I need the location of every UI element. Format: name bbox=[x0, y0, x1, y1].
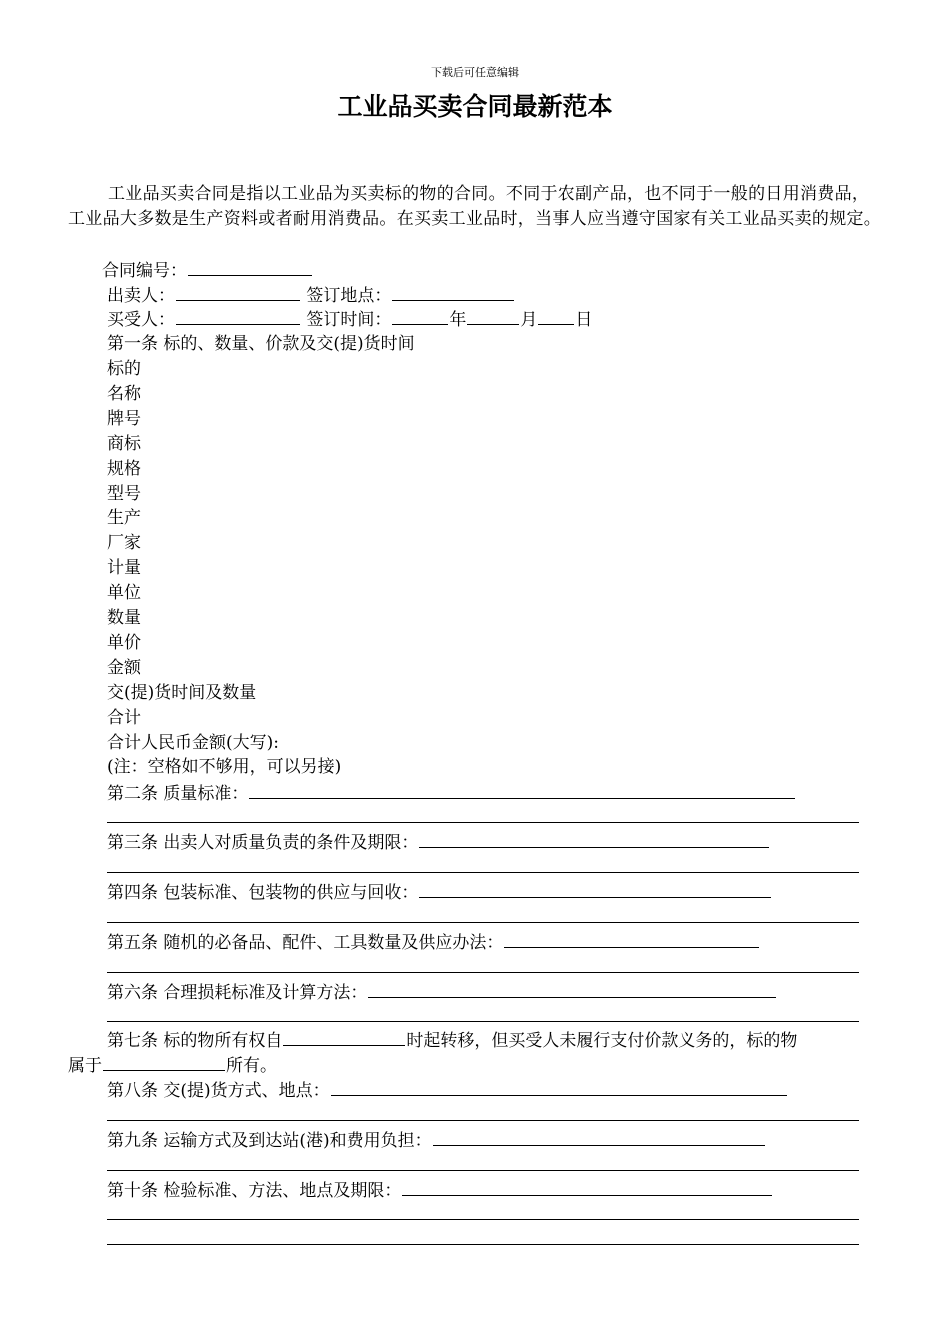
buyer-line bbox=[107, 307, 592, 332]
table-field-label: (注：空格如不够用，可以另接) bbox=[107, 757, 342, 777]
article-2-label: 第二条 质量标准： bbox=[107, 784, 249, 804]
article-10-line bbox=[107, 1178, 773, 1203]
article-9-label: 第九条 运输方式及到达站(港)和费用负担： bbox=[107, 1131, 432, 1151]
article-10-blank[interactable] bbox=[402, 1178, 772, 1196]
article-3-line bbox=[107, 830, 770, 855]
table-field-label: 规格 bbox=[107, 459, 141, 479]
article-10-extra-line-1[interactable] bbox=[107, 1219, 859, 1220]
table-field-label: 单位 bbox=[107, 583, 141, 603]
table-field-label: 合计 bbox=[107, 708, 141, 728]
article-6-blank[interactable] bbox=[368, 980, 776, 998]
article-7-line-2 bbox=[68, 1053, 277, 1078]
table-field-label: 金额 bbox=[107, 658, 141, 678]
article-5-blank[interactable] bbox=[504, 930, 759, 948]
year-blank[interactable] bbox=[392, 307, 448, 325]
sign-time-label: 签订时间： bbox=[306, 310, 392, 330]
contract-number-blank[interactable] bbox=[188, 258, 312, 276]
year-label: 年 bbox=[449, 310, 467, 330]
sign-place-blank[interactable] bbox=[392, 283, 514, 301]
article-9-blank[interactable] bbox=[433, 1128, 765, 1146]
article-2-line bbox=[107, 781, 796, 806]
table-field-label: 合计人民币金额(大写): bbox=[107, 733, 279, 753]
article-7-owner-blank[interactable] bbox=[103, 1053, 225, 1071]
article-5-label: 第五条 随机的必备品、配件、工具数量及供应办法： bbox=[107, 933, 504, 953]
article-3-label: 第三条 出卖人对质量负责的条件及期限： bbox=[107, 833, 419, 853]
table-field-label: 商标 bbox=[107, 434, 141, 454]
article-7-label-a: 第七条 标的物所有权自 bbox=[107, 1031, 283, 1051]
article-6-label: 第六条 合理损耗标准及计算方法： bbox=[107, 983, 368, 1003]
month-label: 月 bbox=[520, 310, 538, 330]
table-field-label: 单价 bbox=[107, 633, 141, 653]
article-3-blank[interactable] bbox=[419, 830, 769, 848]
seller-blank[interactable] bbox=[176, 283, 300, 301]
article-1-heading: 第一条 标的、数量、价款及交(提)货时间 bbox=[107, 334, 415, 354]
day-label: 日 bbox=[575, 310, 593, 330]
article-6-extra-line[interactable] bbox=[107, 1021, 859, 1022]
article-8-extra-line[interactable] bbox=[107, 1120, 859, 1121]
article-3-extra-line[interactable] bbox=[107, 872, 859, 873]
article-7-label-b: 时起转移，但买受人未履行支付价款义务的，标的物 bbox=[406, 1031, 798, 1051]
table-field-label: 厂家 bbox=[107, 533, 141, 553]
header-note: 下载后可任意编辑 bbox=[431, 66, 519, 79]
article-4-label: 第四条 包装标准、包装物的供应与回收： bbox=[107, 883, 419, 903]
article-7-line bbox=[107, 1028, 797, 1053]
article-7-label-d: 所有。 bbox=[226, 1056, 277, 1076]
buyer-label: 买受人： bbox=[107, 310, 175, 330]
article-7-label-c: 属于 bbox=[68, 1056, 102, 1076]
article-6-line bbox=[107, 980, 777, 1005]
article-8-blank[interactable] bbox=[331, 1078, 787, 1096]
article-8-line bbox=[107, 1078, 788, 1103]
article-8-label: 第八条 交(提)货方式、地点： bbox=[107, 1081, 330, 1101]
table-field-label: 名称 bbox=[107, 384, 141, 404]
intro-paragraph: 工业品买卖合同是指以工业品为买卖标的物的合同。不同于农副产品，也不同于一般的日用消费品，工业品大多数是生产资料或者耐用消费品。在买卖工业品时，当事人应当遵守国家有关工业品买卖的规定。 bbox=[68, 184, 882, 229]
article-2-blank[interactable] bbox=[249, 781, 795, 799]
table-field-label: 生产 bbox=[107, 508, 141, 528]
document-title: 工业品买卖合同最新范本 bbox=[337, 92, 613, 121]
month-blank[interactable] bbox=[467, 307, 519, 325]
seller-line bbox=[107, 283, 515, 308]
sign-place-label: 签订地点： bbox=[306, 286, 392, 306]
article-9-extra-line[interactable] bbox=[107, 1170, 859, 1171]
buyer-blank[interactable] bbox=[176, 307, 300, 325]
table-field-label: 标的 bbox=[107, 359, 141, 379]
article-9-line bbox=[107, 1128, 766, 1153]
table-field-label: 牌号 bbox=[107, 409, 141, 429]
table-field-label: 交(提)货时间及数量 bbox=[107, 683, 257, 703]
article-4-line bbox=[107, 880, 772, 905]
article-4-extra-line[interactable] bbox=[107, 922, 859, 923]
table-field-label: 型号 bbox=[107, 484, 141, 504]
article-5-extra-line[interactable] bbox=[107, 972, 859, 973]
article-7-time-blank[interactable] bbox=[283, 1028, 405, 1046]
article-2-extra-line[interactable] bbox=[107, 822, 859, 823]
contract-number-label: 合同编号： bbox=[102, 261, 187, 281]
table-field-label: 数量 bbox=[107, 608, 141, 628]
article-10-extra-line-2[interactable] bbox=[107, 1244, 859, 1245]
article-4-blank[interactable] bbox=[419, 880, 771, 898]
contract-number-line bbox=[102, 258, 313, 283]
seller-label: 出卖人： bbox=[107, 286, 175, 306]
article-10-label: 第十条 检验标准、方法、地点及期限： bbox=[107, 1181, 402, 1201]
article-5-line bbox=[107, 930, 760, 955]
table-field-label: 计量 bbox=[107, 558, 141, 578]
day-blank[interactable] bbox=[538, 307, 574, 325]
